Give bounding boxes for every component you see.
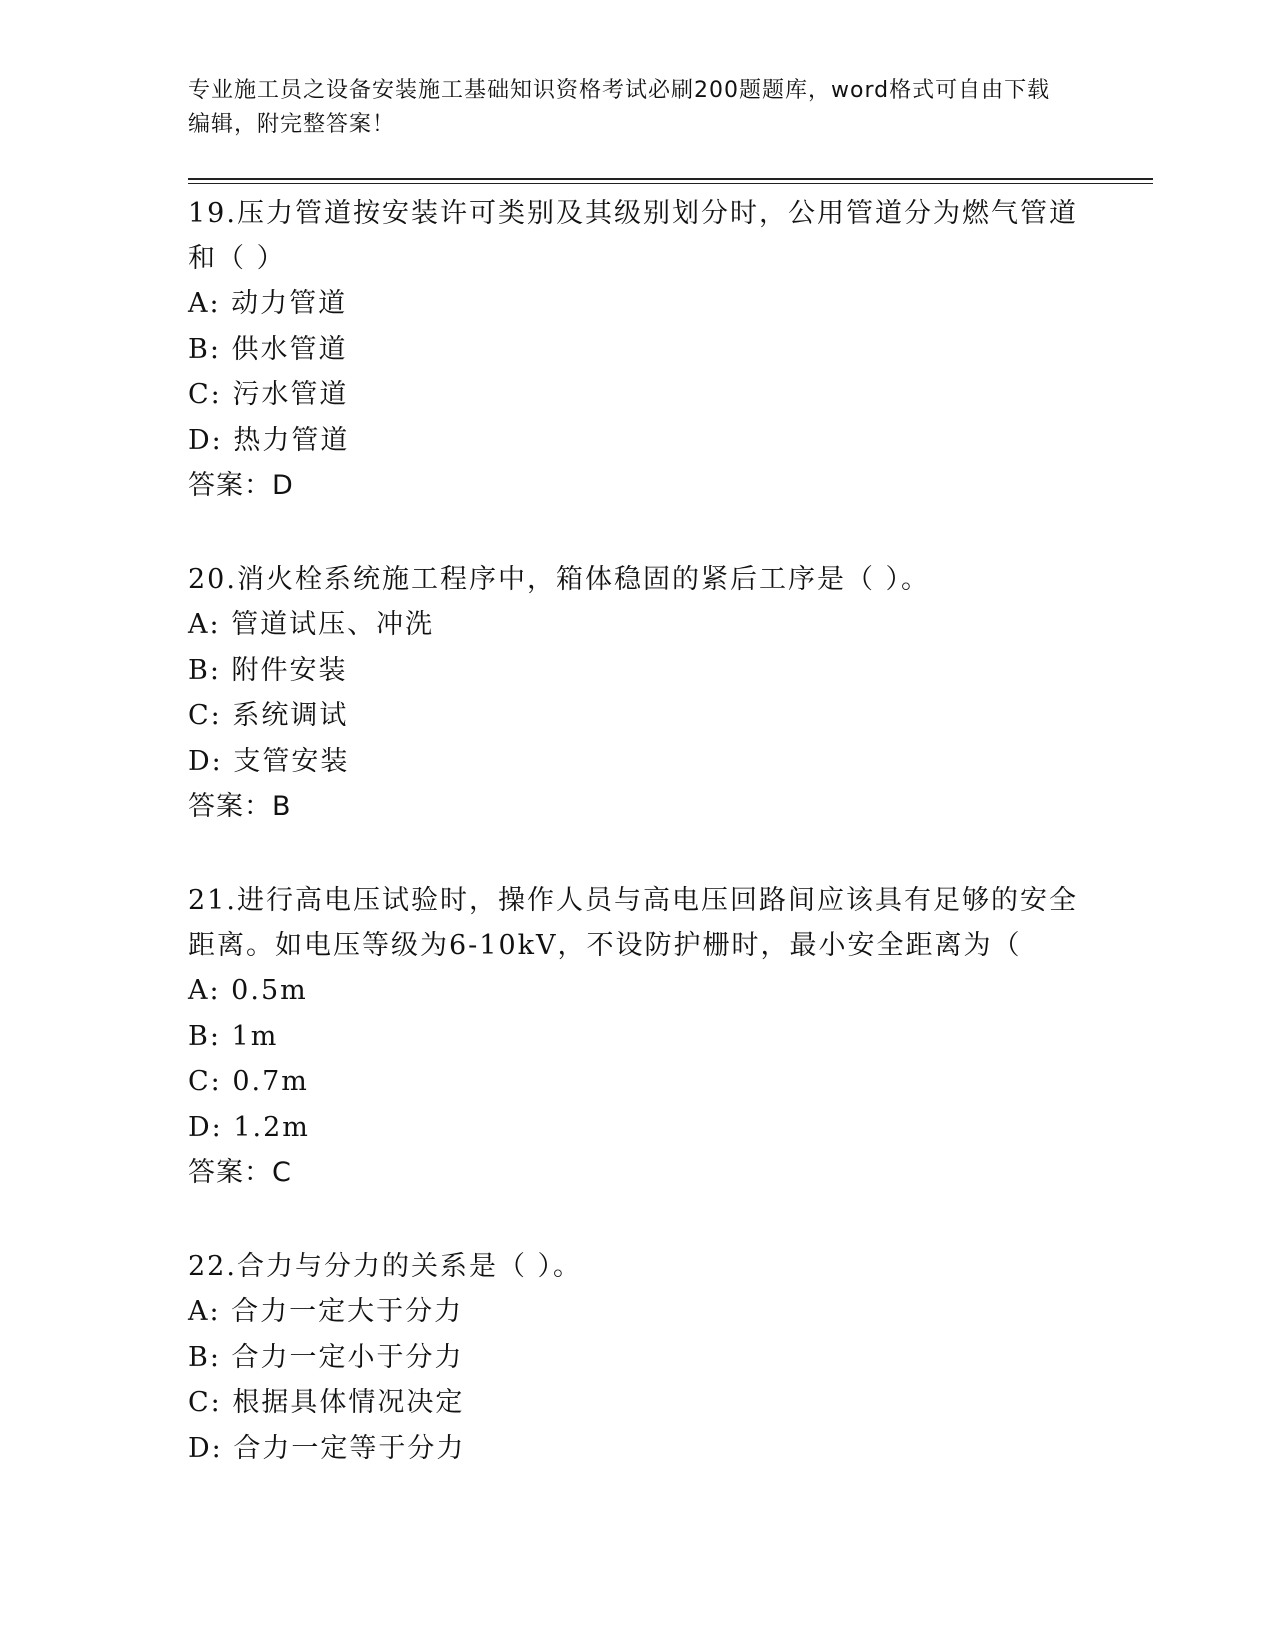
option-b: B: 附件安装 bbox=[188, 654, 348, 686]
option-d: D: 热力管道 bbox=[188, 424, 350, 456]
question-spacer bbox=[188, 508, 1088, 554]
question-stem: 19.压力管道按安装许可类别及其级别划分时，公用管道分为燃气管道和（ ） bbox=[188, 198, 1078, 274]
option-c: C: 系统调试 bbox=[188, 700, 349, 731]
question-list bbox=[188, 188, 1088, 1471]
answer-line: 答案：B bbox=[188, 791, 292, 822]
option-d: D: 1.2m bbox=[188, 1111, 310, 1143]
question-stem: 22.合力与分力的关系是（ ）。 bbox=[188, 1251, 583, 1282]
option-c: C: 根据具体情况决定 bbox=[188, 1387, 465, 1418]
option-list bbox=[188, 968, 1088, 1150]
answer-line: 答案：D bbox=[188, 470, 294, 501]
answer-line: 答案：C bbox=[188, 1157, 292, 1188]
option-list bbox=[188, 1289, 1088, 1471]
option-a: A: 动力管道 bbox=[188, 288, 348, 319]
option-d: D: 合力一定等于分力 bbox=[188, 1432, 466, 1464]
question-20 bbox=[188, 554, 1088, 829]
header-divider-thin bbox=[188, 183, 1153, 184]
option-d: D: 支管安装 bbox=[188, 745, 350, 777]
question-22 bbox=[188, 1241, 1088, 1471]
option-b: B: 供水管道 bbox=[188, 333, 348, 365]
option-b: B: 合力一定小于分力 bbox=[188, 1341, 464, 1373]
question-21 bbox=[188, 875, 1088, 1195]
question-stem: 21.进行高电压试验时，操作人员与高电压回路间应该具有足够的安全距离。如电压等级为6-10kV，不设防护栅时，最小安全距离为（ bbox=[188, 885, 1078, 961]
option-a: A: 0.5m bbox=[188, 975, 308, 1006]
question-spacer bbox=[188, 829, 1088, 875]
option-b: B: 1m bbox=[188, 1020, 279, 1052]
option-a: A: 合力一定大于分力 bbox=[188, 1296, 464, 1327]
question-stem: 20.消火栓系统施工程序中，箱体稳固的紧后工序是（ ）。 bbox=[188, 564, 931, 595]
question-19 bbox=[188, 188, 1088, 508]
option-c: C: 0.7m bbox=[188, 1066, 309, 1097]
option-a: A: 管道试压、冲洗 bbox=[188, 609, 435, 640]
question-spacer bbox=[188, 1195, 1088, 1241]
option-c: C: 污水管道 bbox=[188, 379, 349, 410]
header-divider-thick bbox=[188, 178, 1153, 180]
option-list bbox=[188, 602, 1088, 784]
option-list bbox=[188, 281, 1088, 463]
document-intro: 专业施工员之设备安装施工基础知识资格考试必刷200题题库，word格式可自由下载编辑，附完整答案！ bbox=[188, 78, 1051, 137]
